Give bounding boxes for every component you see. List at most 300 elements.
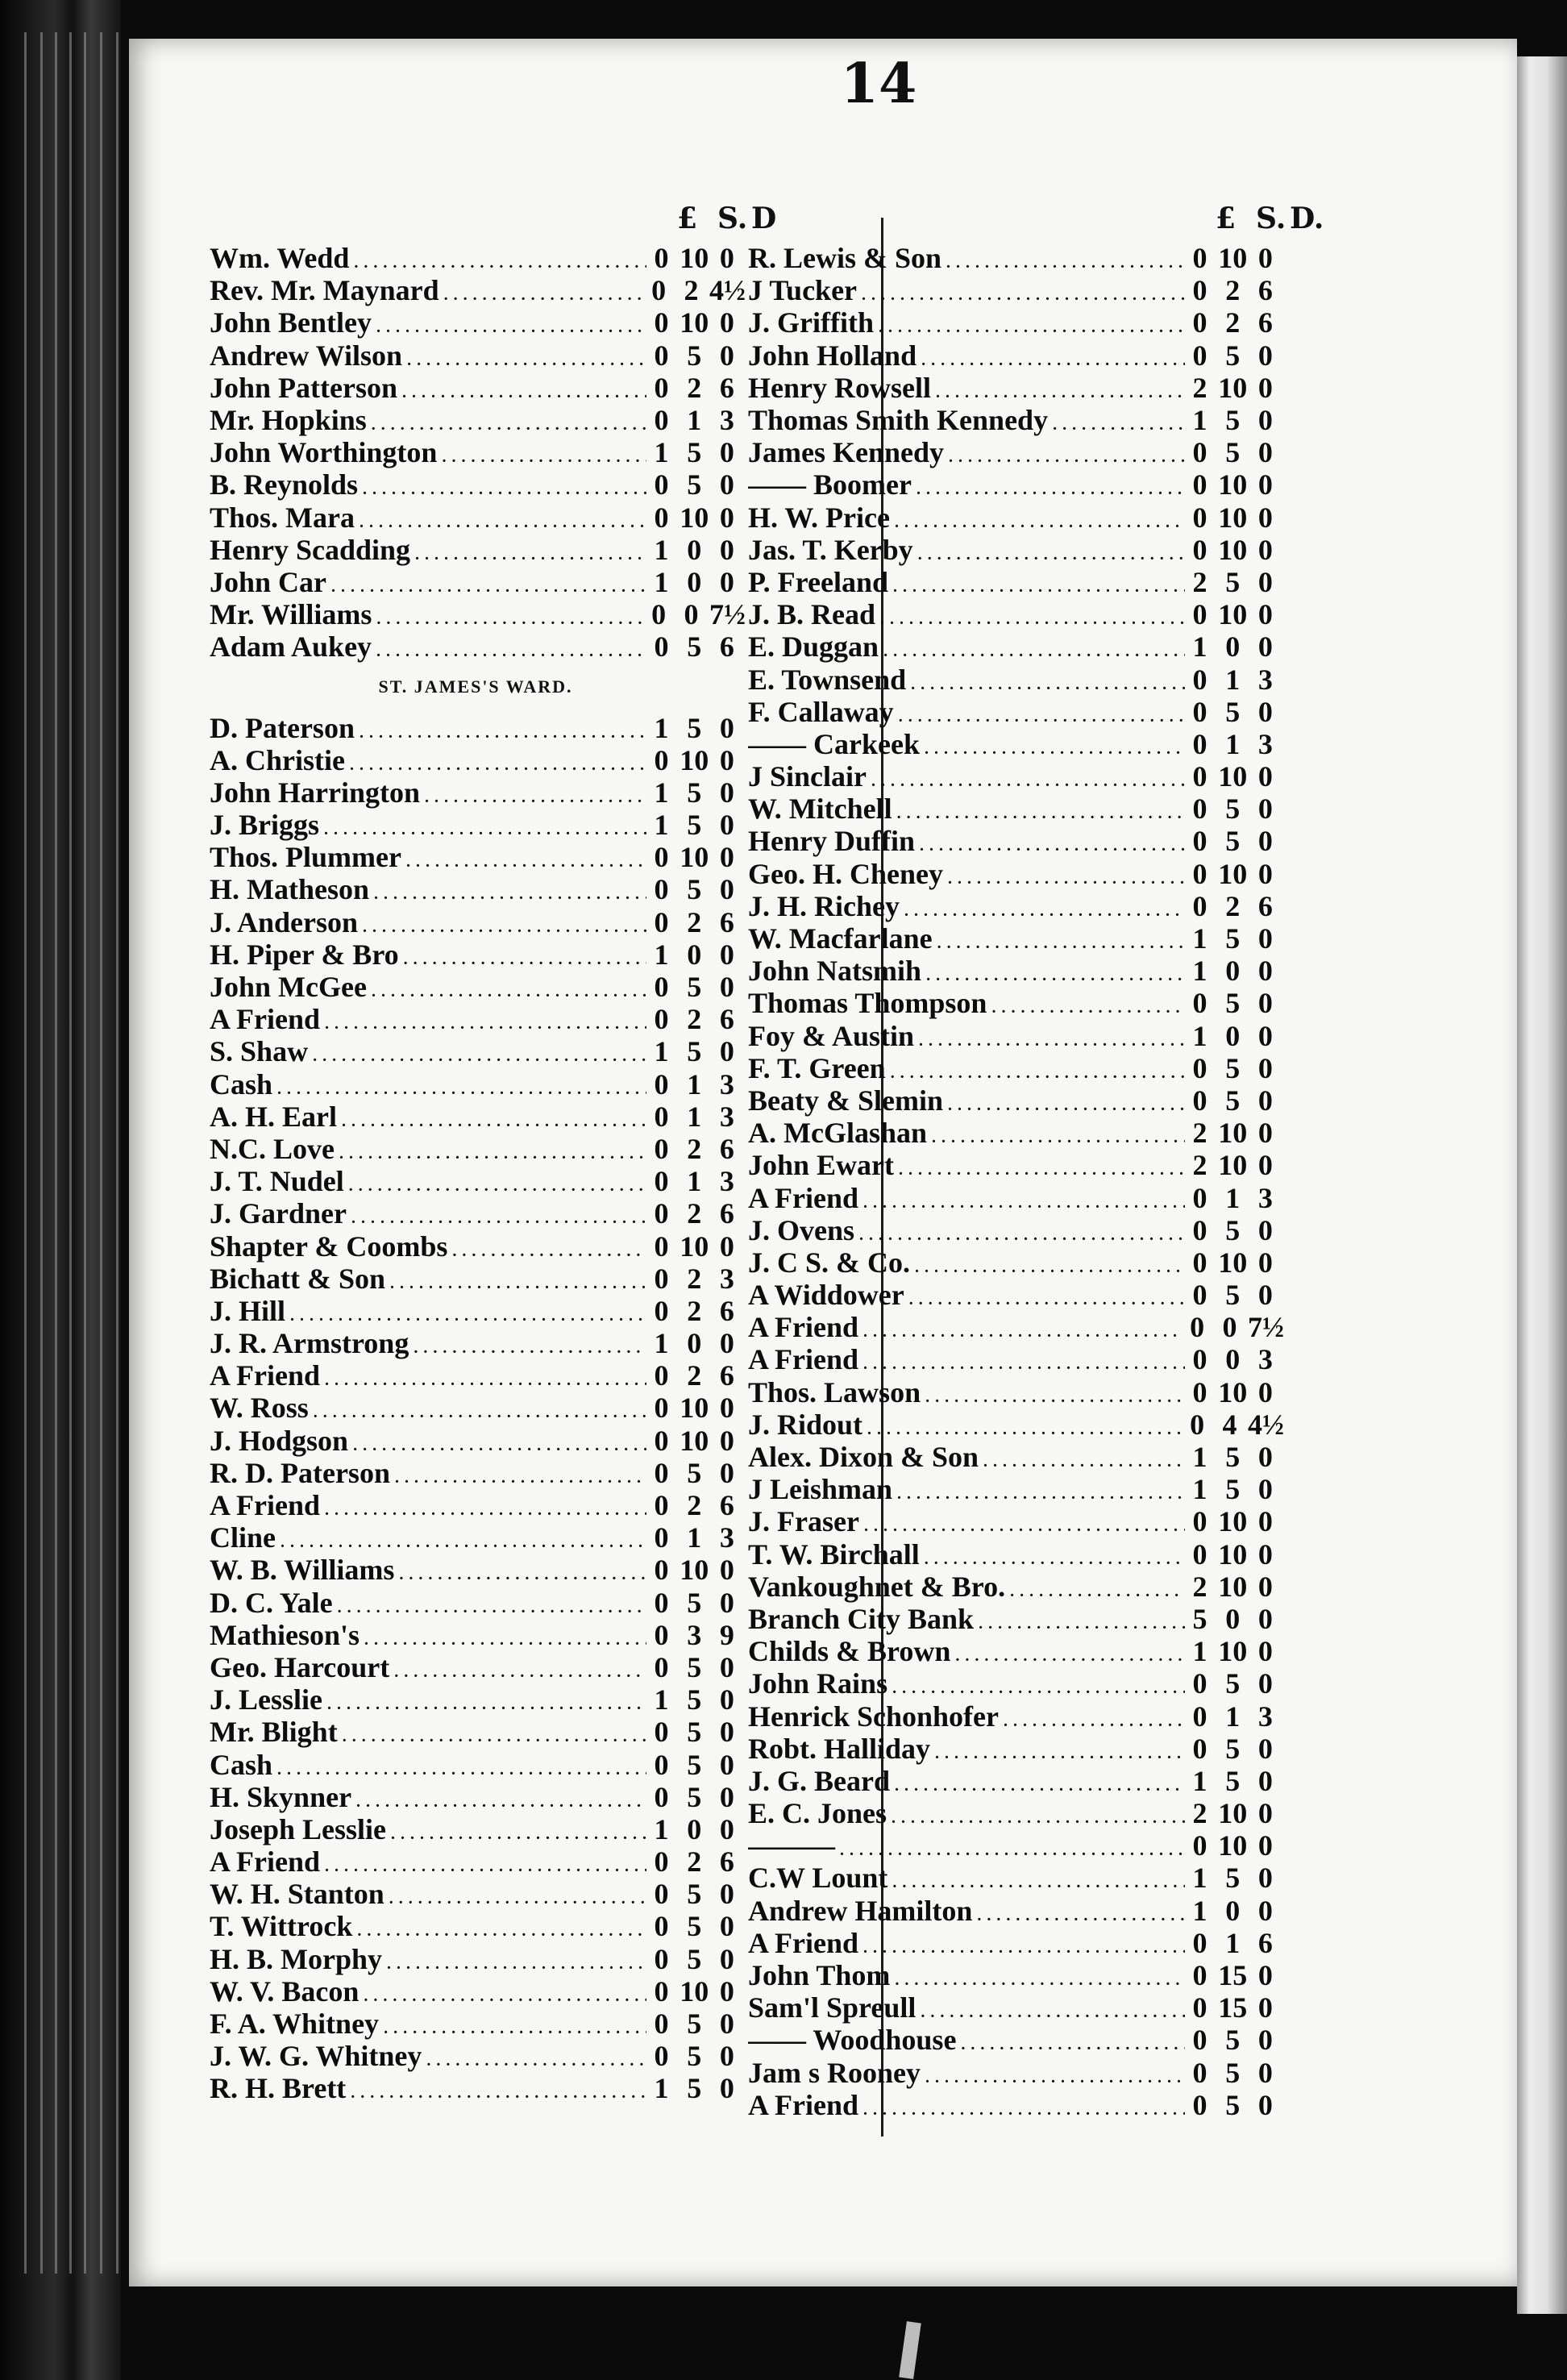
subscriber-row — [210, 404, 742, 436]
section-title: ST. JAMES'S WARD. — [378, 676, 573, 697]
subscriber-name: J. H. Richey . . . — [748, 889, 1185, 923]
pence-amount: 0 — [1257, 598, 1273, 631]
shillings-amount: 5 — [687, 809, 702, 842]
shillings-amount: 10 — [680, 841, 709, 874]
pence-amount: 0 — [1257, 2024, 1273, 2057]
pence-amount: 0 — [719, 1392, 734, 1425]
shillings-amount: 5 — [1225, 1279, 1241, 1312]
shillings-amount: 5 — [687, 2008, 702, 2041]
shillings-amount: 5 — [1225, 2088, 1241, 2121]
pence-amount: 0 — [719, 809, 734, 842]
shillings-amount: 5 — [687, 2072, 702, 2105]
subscriber-name: Mr. Blight . . . — [210, 1715, 646, 1749]
pence-amount: 0 — [1257, 371, 1273, 404]
subscriber-name: Thos. Plummer . . . — [210, 840, 646, 874]
subscriber-name: H. W. Price . . . — [748, 501, 1185, 535]
pence-amount: 3 — [1257, 663, 1273, 696]
subscriber-row — [210, 1845, 742, 1878]
pence-amount: 0 — [719, 971, 734, 1004]
pence-header: D — [751, 202, 777, 235]
subscriber-row — [748, 1246, 1280, 1279]
subscriber-name: E. Townsend . . . — [748, 663, 1185, 697]
subscriber-name: John Harrington . . . — [210, 776, 646, 809]
pounds-amount: 0 — [1192, 274, 1207, 307]
subscriber-name: J. Ovens . . . — [748, 1213, 1185, 1247]
shillings-amount: 10 — [1218, 501, 1248, 534]
subscriber-name: H. B. Morphy . . . — [210, 1942, 646, 1976]
subscriber-name: Thos. Lawson . . . — [748, 1375, 1185, 1409]
shillings-amount: 0 — [687, 565, 702, 598]
shillings-amount: 5 — [1225, 922, 1241, 955]
subscriber-row — [210, 534, 742, 566]
pounds-amount: 0 — [1192, 306, 1207, 339]
pounds-amount: 0 — [654, 1456, 669, 1489]
pence-amount: 0 — [719, 1035, 734, 1068]
pounds-amount: 0 — [654, 242, 669, 275]
pounds-amount: 0 — [1192, 1279, 1207, 1312]
pounds-amount: 0 — [1192, 1926, 1207, 1959]
subscriber-name: R. D. Paterson . . . — [210, 1456, 646, 1490]
pounds-amount: 1 — [654, 938, 669, 971]
pounds-amount: 1 — [1192, 922, 1207, 955]
subscriber-name: W. Macfarlane . . . — [748, 922, 1185, 955]
subscriber-name: —— Carkeek . . . — [748, 727, 1185, 761]
pence-amount: 0 — [1257, 242, 1273, 275]
subscriber-name: John Thom . . . — [748, 1958, 1185, 1992]
shillings-amount: 10 — [680, 242, 709, 275]
pounds-amount: 1 — [1192, 630, 1207, 664]
pence-amount: 0 — [1257, 793, 1273, 826]
subscriber-name: A Friend . . . — [748, 1342, 1185, 1376]
pounds-amount: 0 — [1192, 1732, 1207, 1765]
subscriber-name: A Friend . . . — [748, 1181, 1185, 1215]
shillings-amount: 3 — [687, 1618, 702, 1651]
shillings-amount: 5 — [1225, 793, 1241, 826]
shillings-amount: 5 — [687, 436, 702, 469]
pounds-amount: 0 — [654, 1489, 669, 1522]
shillings-amount: 0 — [684, 598, 699, 631]
pounds-amount: 5 — [1192, 1602, 1207, 1635]
pounds-amount: 0 — [654, 1100, 669, 1133]
subscriber-row — [748, 1895, 1280, 1927]
pounds-amount: 0 — [1192, 1084, 1207, 1117]
pounds-amount: 1 — [654, 809, 669, 842]
shillings-amount: 5 — [687, 971, 702, 1004]
subscriber-row — [748, 1020, 1280, 1052]
subscriber-row — [210, 809, 742, 841]
shillings-amount: 2 — [687, 1359, 702, 1392]
shillings-amount: 5 — [687, 1748, 702, 1781]
shillings-amount: 2 — [687, 905, 702, 938]
subscriber-name: Henry Duffin . . . — [748, 824, 1185, 858]
shillings-amount: 10 — [680, 1230, 709, 1263]
shillings-amount: 5 — [687, 1716, 702, 1749]
pounds-amount: 0 — [1192, 2088, 1207, 2121]
subscriber-row — [210, 1197, 742, 1230]
pounds-amount: 0 — [1192, 1667, 1207, 1700]
pence-amount: 0 — [719, 1456, 734, 1489]
subscriber-name: —— Woodhouse . . . — [748, 2023, 1185, 2057]
shillings-amount: 1 — [1225, 1700, 1241, 1733]
pounds-amount: 0 — [1192, 793, 1207, 826]
pence-amount: 0 — [719, 1327, 734, 1360]
page-number: 14 — [840, 52, 917, 116]
subscriber-name: John McGee . . . — [210, 970, 646, 1004]
subscriber-name: J. W. G. Whitney . . . — [210, 2039, 646, 2073]
subscriber-row — [748, 858, 1280, 890]
shillings-amount: 2 — [1225, 889, 1241, 922]
subscriber-name: J Tucker . . . — [748, 273, 1185, 307]
pounds-amount: 1 — [654, 1812, 669, 1845]
pence-amount: 0 — [1257, 1246, 1273, 1279]
subscriber-row — [210, 1748, 742, 1780]
pence-amount: 4½ — [709, 274, 746, 307]
subscriber-row — [210, 1133, 742, 1165]
pounds-amount: 0 — [1192, 825, 1207, 858]
subscriber-row — [210, 242, 742, 274]
subscriber-name: J. G. Beard . . . — [748, 1764, 1185, 1798]
subscriber-name: H. Skynner . . . — [210, 1780, 646, 1814]
pence-amount: 0 — [1257, 1084, 1273, 1117]
shillings-amount: 5 — [687, 1456, 702, 1489]
shillings-amount: 5 — [1225, 1667, 1241, 1700]
subscriber-row — [210, 1619, 742, 1651]
shillings-amount: 10 — [680, 1974, 709, 2008]
pounds-amount: 0 — [654, 1262, 669, 1295]
subscriber-row — [210, 306, 742, 339]
subscriber-name: E. C. Jones . . . — [748, 1796, 1185, 1830]
pounds-amount: 1 — [1192, 1019, 1207, 1052]
pence-amount: 0 — [719, 1230, 734, 1263]
subscriber-name: A Friend . . . — [748, 1310, 1183, 1344]
pounds-amount: 1 — [654, 1035, 669, 1068]
shillings-amount: 5 — [1225, 1441, 1241, 1474]
page-scratch — [899, 2321, 921, 2379]
pounds-amount: 1 — [654, 565, 669, 598]
left-column — [210, 193, 777, 2105]
shillings-amount: 2 — [687, 1262, 702, 1295]
shillings-amount: 1 — [687, 1067, 702, 1101]
shillings-amount: 2 — [684, 274, 699, 307]
pence-amount: 6 — [719, 371, 734, 404]
subscriber-name: Mr. Hopkins . . . — [210, 403, 646, 437]
shillings-amount: 5 — [687, 339, 702, 372]
pounds-amount: 0 — [654, 1974, 669, 2008]
shillings-amount: 2 — [687, 1132, 702, 1165]
pence-amount: 0 — [719, 873, 734, 906]
shillings-amount: 10 — [1218, 1537, 1248, 1571]
pence-amount: 0 — [1257, 1473, 1273, 1506]
subscriber-row — [748, 1181, 1280, 1213]
subscriber-row — [748, 306, 1280, 339]
shillings-amount: 5 — [1225, 2056, 1241, 2089]
subscriber-row — [210, 1327, 742, 1359]
subscriber-row — [748, 1279, 1280, 1311]
pence-amount: 3 — [719, 404, 734, 437]
subscriber-row — [210, 1003, 742, 1035]
shillings-amount: 10 — [1218, 242, 1248, 275]
subscriber-row — [210, 776, 742, 809]
subscriber-name: Thomas Thompson . . . — [748, 986, 1185, 1020]
shillings-amount: 10 — [1218, 1246, 1248, 1279]
pounds-amount: 0 — [654, 1003, 669, 1036]
shillings-amount: 5 — [1225, 1084, 1241, 1117]
pence-amount: 0 — [719, 533, 734, 566]
subscriber-row — [210, 1587, 742, 1619]
subscriber-name: Wm. Wedd . . . — [210, 241, 646, 275]
pence-amount: 0 — [1257, 1441, 1273, 1474]
pounds-amount: 0 — [1192, 1959, 1207, 1992]
pence-amount: 0 — [1257, 825, 1273, 858]
subscriber-row — [210, 1716, 742, 1748]
pounds-amount: 0 — [1192, 857, 1207, 890]
pence-amount: 0 — [719, 468, 734, 501]
shillings-amount: 10 — [1218, 1797, 1248, 1830]
pence-amount: 0 — [719, 339, 734, 372]
subscriber-name: John Patterson . . . — [210, 371, 646, 405]
subscriber-name: John Natsmih . . . — [748, 954, 1185, 988]
pounds-amount: 0 — [1192, 889, 1207, 922]
subscriber-row — [210, 566, 742, 598]
pence-amount: 0 — [719, 743, 734, 776]
shillings-amount: 5 — [1225, 1732, 1241, 1765]
subscriber-row — [748, 1829, 1280, 1862]
pounds-amount: 2 — [1192, 1149, 1207, 1182]
pence-amount: 0 — [1257, 955, 1273, 988]
pounds-amount: 0 — [654, 1359, 669, 1392]
pounds-amount: 0 — [651, 598, 667, 631]
subscriber-name: J. Fraser . . . — [748, 1504, 1185, 1538]
shillings-amount: 0 — [687, 938, 702, 971]
pence-amount: 0 — [1257, 404, 1273, 437]
shillings-amount: 5 — [687, 468, 702, 501]
pence-amount: 7½ — [1247, 1311, 1284, 1344]
shillings-amount: 5 — [687, 1683, 702, 1716]
shillings-amount: 10 — [1218, 1829, 1248, 1862]
subscriber-name: Shapter & Coombs . . . — [210, 1230, 646, 1263]
subscriber-row — [210, 2008, 742, 2040]
subscriber-name: J. Hill . . . — [210, 1294, 646, 1328]
pounds-amount: 0 — [654, 339, 669, 372]
pence-amount: 0 — [719, 242, 734, 275]
pence-amount: 4½ — [1247, 1408, 1284, 1441]
shillings-amount: 10 — [680, 1392, 709, 1425]
subscriber-row — [210, 971, 742, 1003]
pence-amount: 6 — [719, 1197, 734, 1230]
shillings-amount: 5 — [687, 630, 702, 664]
shillings-amount: 2 — [687, 371, 702, 404]
shillings-amount: 10 — [1218, 1375, 1248, 1408]
subscriber-row — [210, 274, 746, 307]
pence-amount: 0 — [1257, 1117, 1273, 1150]
pence-amount: 0 — [719, 306, 734, 339]
shillings-amount: 10 — [1218, 371, 1248, 404]
pounds-amount: 1 — [654, 436, 669, 469]
subscriber-name: Andrew Hamilton . . . — [748, 1894, 1185, 1928]
pounds-amount: 1 — [1192, 404, 1207, 437]
subscriber-name: Foy & Austin . . . — [748, 1019, 1185, 1053]
subscriber-row — [748, 598, 1280, 630]
subscriber-row — [210, 938, 742, 971]
subscriber-name: Childs & Brown . . . — [748, 1634, 1185, 1668]
shillings-amount: 2 — [687, 1845, 702, 1879]
pounds-header: £ — [1216, 202, 1237, 235]
shillings-amount: 0 — [1225, 955, 1241, 988]
shillings-amount: 5 — [687, 711, 702, 744]
subscriber-name: A Friend . . . — [748, 2088, 1185, 2122]
pence-amount: 0 — [1257, 339, 1273, 372]
subscriber-row — [210, 630, 742, 663]
pounds-amount: 0 — [654, 1067, 669, 1101]
subscriber-name: F. A. Whitney . . . — [210, 2007, 646, 2041]
pence-amount: 0 — [1257, 987, 1273, 1020]
shillings-amount: 0 — [687, 533, 702, 566]
subscriber-row — [210, 1878, 742, 1910]
pounds-amount: 0 — [654, 1910, 669, 1943]
subscriber-name: C.W Lount . . . — [748, 1861, 1185, 1895]
shillings-amount: 5 — [687, 1910, 702, 1943]
shillings-amount: 10 — [1218, 1505, 1248, 1538]
subscriber-row — [748, 1700, 1280, 1732]
pence-amount: 0 — [1257, 1732, 1273, 1765]
subscriber-row — [748, 1862, 1280, 1894]
shillings-amount: 0 — [687, 1327, 702, 1360]
shillings-amount: 5 — [687, 2040, 702, 2073]
page-edges — [16, 32, 137, 2274]
subscriber-row — [210, 1425, 742, 1457]
pounds-amount: 0 — [654, 971, 669, 1004]
subscriber-row — [210, 598, 746, 631]
pence-amount: 0 — [1257, 1797, 1273, 1830]
subscriber-row — [210, 1457, 742, 1489]
pence-amount: 0 — [719, 1716, 734, 1749]
pence-amount: 6 — [719, 630, 734, 664]
subscriber-row — [748, 890, 1280, 922]
pence-amount: 0 — [1257, 1019, 1273, 1052]
subscriber-row — [210, 841, 742, 873]
subscriber-row — [748, 1117, 1280, 1149]
shillings-amount: 0 — [1225, 630, 1241, 664]
subscriber-name: A Friend . . . — [210, 1488, 646, 1522]
subscriber-name: N.C. Love . . . — [210, 1132, 646, 1166]
subscriber-row — [748, 825, 1280, 857]
pounds-amount: 0 — [654, 630, 669, 664]
shillings-amount: 5 — [1225, 1862, 1241, 1895]
shillings-amount: 2 — [1225, 274, 1241, 307]
subscriber-row — [748, 1991, 1280, 2024]
subscriber-row — [748, 404, 1280, 436]
subscriber-row — [748, 1603, 1280, 1635]
pounds-amount: 0 — [1192, 1051, 1207, 1084]
shillings-amount: 10 — [1218, 533, 1248, 566]
subscriber-name: J. Hodgson . . . — [210, 1424, 646, 1458]
pounds-amount: 0 — [654, 1748, 669, 1781]
pounds-amount: 0 — [654, 743, 669, 776]
subscriber-row — [748, 1441, 1280, 1473]
pence-amount: 0 — [719, 1974, 734, 2008]
subscriber-name: Jas. T. Kerby . . . — [748, 533, 1185, 567]
pence-amount: 0 — [719, 2072, 734, 2105]
shillings-amount: 10 — [1218, 760, 1248, 793]
subscriber-row — [210, 1683, 742, 1716]
pounds-amount: 0 — [654, 2008, 669, 2041]
pounds-amount: 1 — [654, 711, 669, 744]
shillings-amount: 5 — [1225, 339, 1241, 372]
subscriber-row — [210, 1910, 742, 1942]
pence-amount: 0 — [1257, 1051, 1273, 1084]
pence-amount: 0 — [1257, 1213, 1273, 1246]
shillings-amount: 0 — [1225, 1894, 1241, 1927]
pence-amount: 3 — [1257, 1181, 1273, 1214]
pence-amount: 0 — [719, 841, 734, 874]
pounds-amount: 0 — [654, 1942, 669, 1975]
pounds-amount: 0 — [1192, 1343, 1207, 1376]
shillings-amount: 5 — [1225, 1473, 1241, 1506]
subscriber-row — [748, 987, 1280, 1019]
pounds-amount: 0 — [654, 501, 669, 534]
subscriber-row — [748, 1149, 1280, 1181]
pence-amount: 0 — [1257, 1959, 1273, 1992]
subscriber-name: W. V. Bacon . . . — [210, 1974, 646, 2008]
shillings-amount: 2 — [687, 1489, 702, 1522]
subscriber-name: Robt. Halliday . . . — [748, 1732, 1185, 1766]
subscriber-row — [748, 1214, 1280, 1246]
subscriber-row — [748, 372, 1280, 404]
shillings-amount: 10 — [1218, 1635, 1248, 1668]
subscriber-row — [210, 1554, 742, 1586]
shillings-amount: 5 — [1225, 2024, 1241, 2057]
pounds-amount: 1 — [654, 533, 669, 566]
pence-amount: 0 — [1257, 630, 1273, 664]
pounds-amount: 0 — [1192, 436, 1207, 469]
pounds-amount: 0 — [654, 1554, 669, 1587]
subscriber-name: Mathieson's . . . — [210, 1618, 646, 1652]
shillings-amount: 5 — [1225, 1051, 1241, 1084]
subscriber-name: Henrick Schonhofer . . . — [748, 1700, 1185, 1733]
subscriber-name: S. Shaw . . . — [210, 1034, 646, 1068]
pounds-amount: 0 — [1192, 598, 1207, 631]
shillings-amount: 10 — [680, 743, 709, 776]
pence-amount: 0 — [719, 1878, 734, 1911]
pence-amount: 0 — [719, 1424, 734, 1457]
shillings-amount: 5 — [1225, 436, 1241, 469]
subscriber-name: Henry Scadding . . . — [210, 533, 646, 567]
subscriber-row — [210, 744, 742, 776]
pence-amount: 0 — [719, 436, 734, 469]
pence-amount: 0 — [1257, 922, 1273, 955]
pence-amount: 0 — [1257, 565, 1273, 598]
subscriber-row — [210, 1813, 742, 1845]
pence-amount: 0 — [719, 1683, 734, 1716]
shillings-header: S. — [1256, 202, 1286, 235]
pounds-amount: 0 — [1190, 1311, 1205, 1344]
subscriber-row — [210, 501, 742, 534]
pence-amount: 0 — [719, 501, 734, 534]
subscriber-row — [748, 1571, 1280, 1603]
subscriber-row — [210, 1263, 742, 1295]
subscriber-name: Sam'l Spreull . . . — [748, 1991, 1185, 2024]
pence-amount: 6 — [719, 1132, 734, 1165]
pence-amount: 0 — [719, 1586, 734, 1619]
pence-amount: 6 — [1257, 1926, 1273, 1959]
pence-amount: 0 — [719, 1910, 734, 1943]
pounds-amount: 0 — [654, 1392, 669, 1425]
subscriber-name: Geo. H. Cheney . . . — [748, 857, 1185, 891]
pence-header: D. — [1290, 202, 1324, 235]
subscriber-name: John Rains . . . — [748, 1666, 1185, 1700]
subscriber-name: J. B. Read . . . — [748, 597, 1185, 631]
pounds-amount: 1 — [654, 776, 669, 809]
